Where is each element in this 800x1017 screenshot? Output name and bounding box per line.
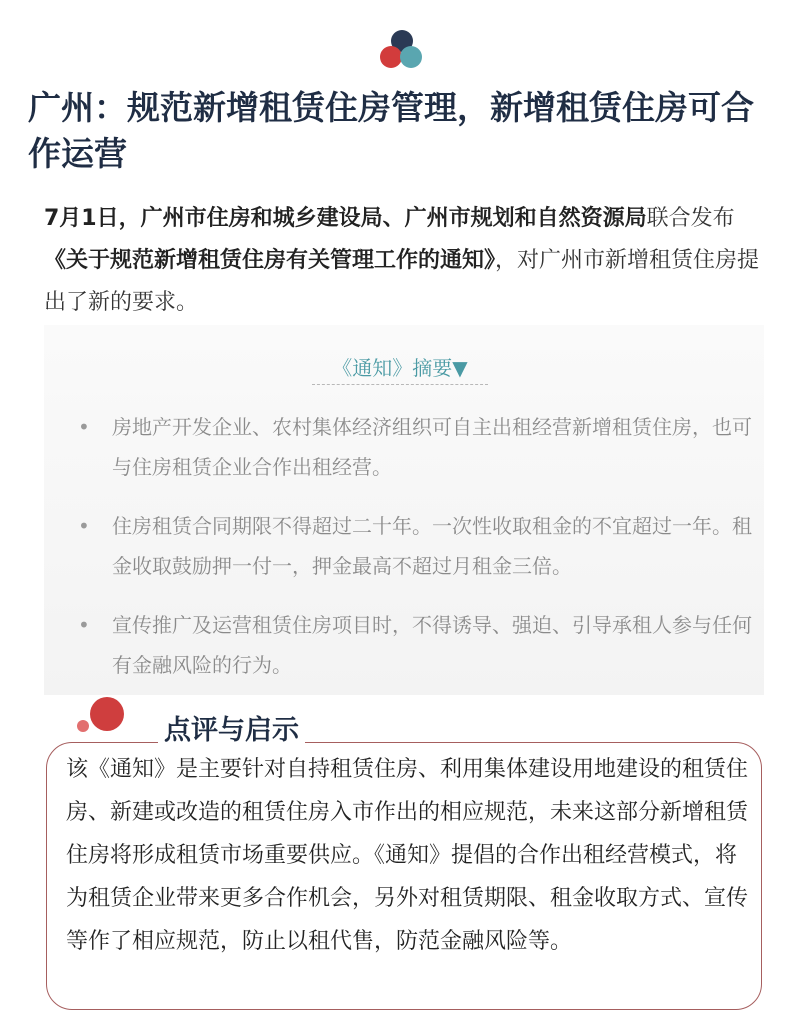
summary-bullet-text: 宣传推广及运营租赁住房项目时，不得诱导、强迫、引导承租人参与任何有金融风险的行为。 — [112, 613, 752, 677]
intro-text-b: ，对广州市新增租赁住房提出了新的要求。 — [44, 248, 760, 315]
logo-circle-red — [380, 46, 402, 68]
summary-bullet-text: 住房租赁合同期限不得超过二十年。一次性收取租金的不宜超过一年。租金收取鼓励押一付一，押金最高不超过月租金三倍。 — [112, 514, 752, 578]
bullet-dot-icon: • — [78, 415, 90, 439]
intro-lead: 7月1日，广州市住房和城乡建设局、广州市规划和自然资源局 — [44, 206, 647, 231]
page-title: 广州：规范新增租赁住房管理，新增租赁住房可合作运营 — [28, 88, 754, 173]
summary-divider — [312, 384, 488, 385]
logo-icon — [380, 30, 428, 72]
summary-bullet-text: 房地产开发企业、农村集体经济组织可自主出租经营新增租赁住房，也可与住房租赁企业合作出租经营。 — [112, 415, 752, 479]
notice-name: 《关于规范新增租赁住房有关管理工作的通知》 — [44, 248, 496, 273]
summary-label: 《通知》摘要▼ — [332, 356, 468, 380]
decor-dot-icon — [90, 697, 124, 731]
review-text: 该《通知》是主要针对自持租赁住房、利用集体建设用地建设的租赁住房、新建或改造的租赁住房入市作出的相应规范，未来这部分新增租赁住房将形成租赁市场重要供应。《通知》提倡的合作出租经营模式，将为租赁企业带来更多合作机会，另外对租赁期限、租金收取方式、宣传等作了相应规范，防止以租代售，防范金融风险等。 — [66, 757, 749, 954]
summary-bullet — [78, 605, 768, 685]
intro-paragraph — [44, 198, 764, 324]
intro-text-a: 联合发布 — [646, 206, 735, 231]
bullet-dot-icon: • — [78, 613, 90, 637]
summary-bullet — [78, 506, 768, 586]
decor-small-dot-icon — [77, 720, 89, 732]
review-title: 点评与启示 — [158, 708, 305, 747]
logo-circle-teal — [400, 46, 422, 68]
summary-bullet — [78, 407, 768, 487]
bullet-dot-icon: • — [78, 514, 90, 538]
